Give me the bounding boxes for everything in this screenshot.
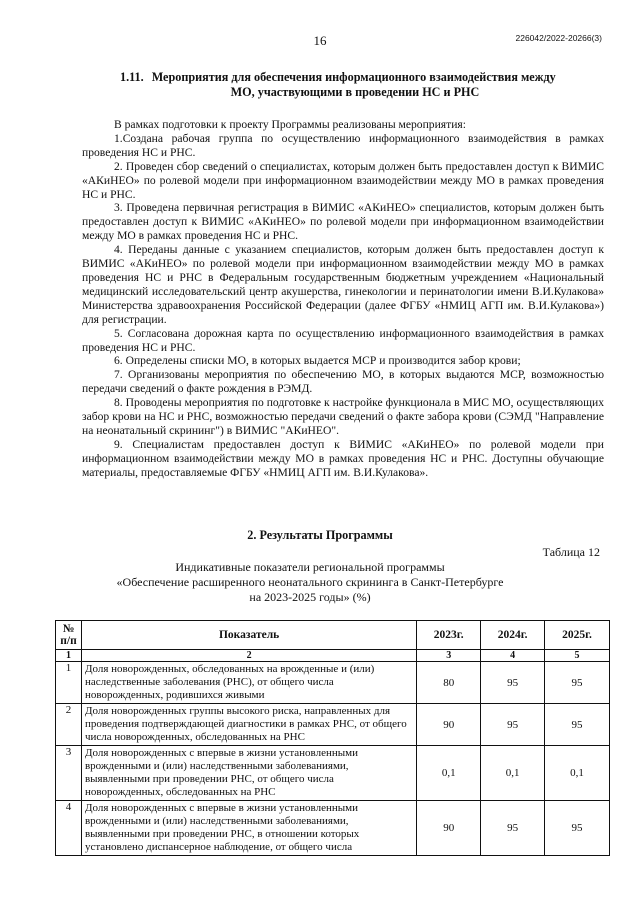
table-label: Таблица 12 — [542, 545, 600, 559]
paragraph: 2. Проведен сбор сведений о специалистах, которым должен быть предоставлен доступ к ВИМИС «АКиНЕО» по ролевой модели при информационном взаимодействии между МО в рамках проведения НС и РНС. — [82, 159, 604, 201]
row-2023: 0,1 — [417, 746, 481, 801]
row-indicator: Доля новорожденных, обследованных на врожденные и (или) наследственные заболевания (РНС), от общего числа новорожденных, родившихся живыми — [81, 662, 416, 704]
index-cell: 1 — [56, 650, 82, 662]
caption-line: Индикативные показатели региональной программы — [175, 560, 445, 574]
section-title-line1: Мероприятия для обеспечения информационного взаимодействия между — [151, 70, 556, 84]
header-num: № п/п — [56, 621, 82, 650]
paragraph: 3. Проведена первичная регистрация в ВИМИС «АКиНЕО» специалистов, которым должен быть предоставлен доступ к ВИМИС «АКиНЕО» по ролевой модели при информационном взаимодействии между МО в рамках проведения НС и РНС. — [82, 201, 604, 243]
row-indicator: Доля новорожденных с впервые в жизни установленными врожденными и (или) наследственными заболеваниями, выявленными при проведении РНС, в отношении которых установлено диспансерное наблюдение, от общего числа — [81, 801, 416, 856]
row-indicator: Доля новорожденных с впервые в жизни установленными врожденными и (или) наследственными заболеваниями, выявленными при проведении РНС, от общего числа новорожденных, обследованных на РНС — [81, 746, 416, 801]
row-2023: 90 — [417, 704, 481, 746]
paragraph: 5. Согласована дорожная карта по осуществлению информационного взаимодействия в рамках проведения НС и РНС. — [82, 326, 604, 354]
row-2024: 95 — [481, 662, 545, 704]
header-2023: 2023г. — [417, 621, 481, 650]
table-header-row — [56, 621, 610, 650]
indicators-table — [55, 620, 610, 856]
paragraph: 1.Создана рабочая группа по осуществлению информационного взаимодействия в рамках проведения НС и РНС. — [82, 131, 604, 159]
row-2024: 95 — [481, 801, 545, 856]
row-num: 1 — [56, 662, 82, 704]
table-row — [56, 746, 610, 801]
index-cell: 4 — [481, 650, 545, 662]
row-num: 4 — [56, 801, 82, 856]
row-2025: 95 — [545, 704, 610, 746]
document-id: 226042/2022-20266(3) — [515, 33, 602, 43]
section-number: 1.11. — [120, 70, 144, 84]
table-caption — [70, 560, 550, 605]
row-num: 2 — [56, 704, 82, 746]
header-2024: 2024г. — [481, 621, 545, 650]
row-2024: 0,1 — [481, 746, 545, 801]
index-cell: 2 — [81, 650, 416, 662]
header-2025: 2025г. — [545, 621, 610, 650]
paragraph: 7. Организованы мероприятия по обеспечению МО, в которых выдаются МСР, возможностью передачи сведений о факте рождения в РЭМД. — [82, 368, 604, 396]
table-row — [56, 704, 610, 746]
row-2024: 95 — [481, 704, 545, 746]
caption-line: на 2023-2025 годы» (%) — [249, 590, 371, 604]
section-title — [120, 70, 590, 100]
row-indicator: Доля новорожденных группы высокого риска, направленных для проведения подтверждающей диагностики в рамках РНС, от общего числа новорожденных, обследованных на РНС — [81, 704, 416, 746]
row-2023: 90 — [417, 801, 481, 856]
paragraph: 8. Проводены мероприятия по подготовке к настройке функционала в МИС МО, осуществляющих забор крови на НС и РНС, возможностью передачи сведений о факте забора крови (СЭМД "Направление на неонатальный скрининг") в ВИМИС "АКиНЕО". — [82, 396, 604, 437]
paragraph: 6. Определены списки МО, в которых выдается МСР и производится забор крови; — [114, 354, 521, 368]
paragraph: В рамках подготовки к проекту Программы реализованы мероприятия: — [114, 118, 466, 131]
results-title: 2. Результаты Программы — [247, 528, 393, 542]
table-row — [56, 662, 610, 704]
index-cell: 5 — [545, 650, 610, 662]
caption-line: «Обеспечение расширенного неонатального скрининга в Санкт-Петербурге — [116, 575, 504, 589]
table-row — [56, 801, 610, 856]
paragraph: 4. Переданы данные с указанием специалистов, которым должен быть предоставлен доступ к ВИМИС «АКиНЕО» по ролевой модели при информационном взаимодействии между МО в рамках проведения НС и РНС в Федеральным государственным бюджетным учреждением «Национальный медицинский исследовательский центр акушерства, гинекологии и перинатологии имени В.И.Кулакова» Министерства здравоохранения Российской Федерации (далее ФГБУ «НМИЦ АГП им. В.И.Кулакова») для регистрации. — [82, 243, 604, 326]
row-2025: 0,1 — [545, 746, 610, 801]
index-cell: 3 — [417, 650, 481, 662]
row-2025: 95 — [545, 801, 610, 856]
body-text — [82, 118, 604, 480]
row-num: 3 — [56, 746, 82, 801]
page-number: 16 — [313, 33, 327, 48]
row-2025: 95 — [545, 662, 610, 704]
paragraph: 9. Специалистам предоставлен доступ к ВИМИС «АКиНЕО» по ролевой модели при информационном взаимодействии между МО в рамках проведения НС и РНС. Доступны обучающие материалы, предоставляемые ФГБУ «НМИЦ АГП им. В.И.Кулакова». — [82, 437, 604, 479]
header-indicator: Показатель — [81, 621, 416, 650]
table-index-row — [56, 650, 610, 662]
section-title-line2: МО, участвующими в проведении НС и РНС — [230, 85, 480, 99]
row-2023: 80 — [417, 662, 481, 704]
